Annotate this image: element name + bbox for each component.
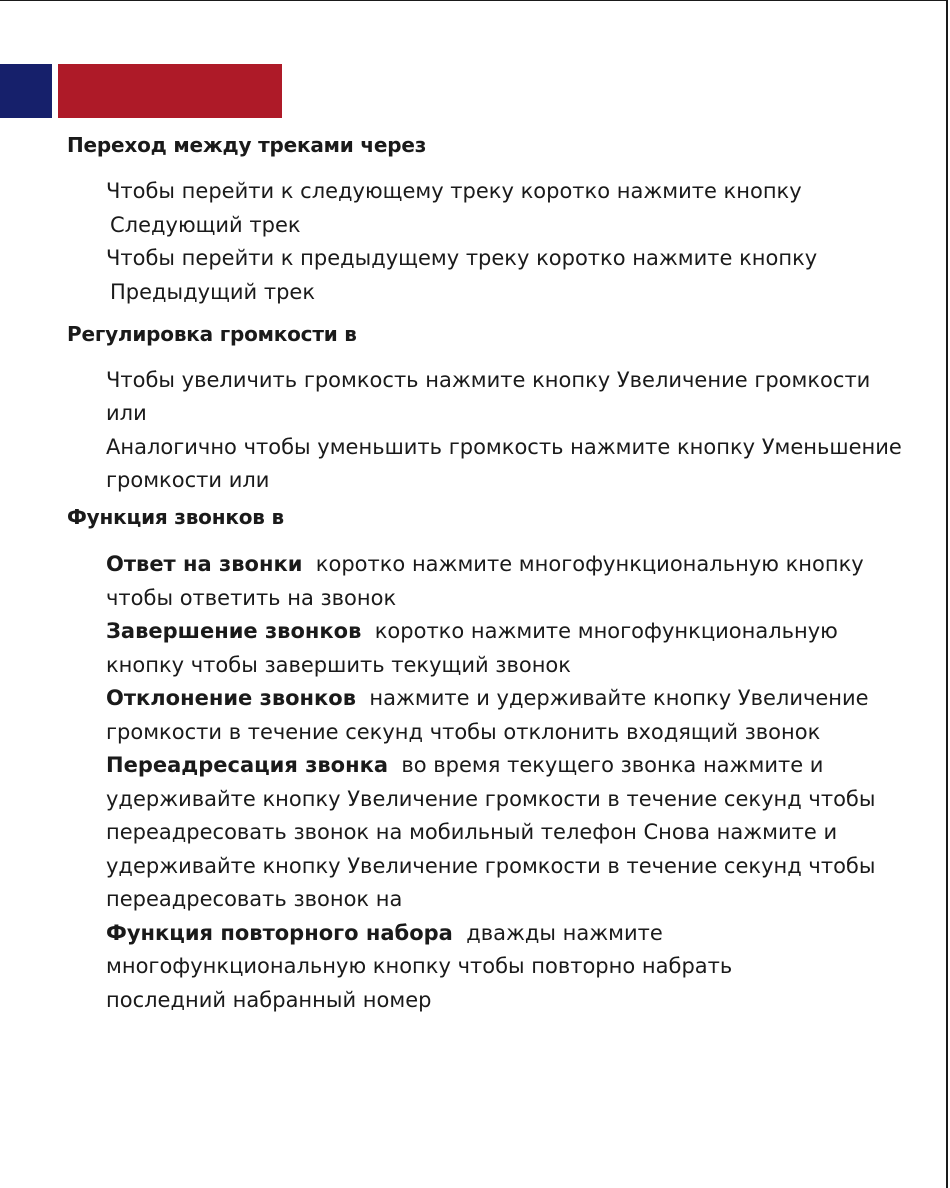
body-line: громкости или bbox=[106, 468, 270, 492]
call-item-text: дважды нажмите bbox=[466, 921, 663, 945]
body-line: последний набранный номер bbox=[106, 988, 432, 1012]
section-heading-volume: Регулировка громкости в bbox=[67, 322, 357, 346]
call-item-text: коротко нажмите многофункциональную bbox=[374, 619, 838, 643]
body-line: Чтобы увеличить громкость нажмите кнопку Увеличение громкости bbox=[106, 368, 871, 392]
call-item-term: Функция повторного набора bbox=[106, 921, 453, 945]
section-heading-calls: Функция звонков в bbox=[67, 505, 284, 529]
body-line: Чтобы перейти к следующему треку коротко нажмите кнопку bbox=[106, 179, 802, 203]
header-red-bar bbox=[58, 64, 282, 118]
call-item-term: Ответ на звонки bbox=[106, 552, 303, 576]
call-item-answer bbox=[106, 551, 864, 577]
body-line: кнопку чтобы завершить текущий звонок bbox=[106, 653, 571, 677]
page-border-top bbox=[0, 0, 948, 1]
section-heading-track-switching: Переход между треками через bbox=[67, 133, 427, 157]
body-line: удерживайте кнопку Увеличение громкости в течение секунд чтобы bbox=[106, 787, 876, 811]
body-line: многофункциональную кнопку чтобы повторно набрать bbox=[106, 954, 733, 978]
body-line: Следующий трек bbox=[110, 213, 301, 237]
call-item-redial bbox=[106, 920, 663, 946]
call-item-text: коротко нажмите многофункциональную кнопку bbox=[315, 552, 864, 576]
call-item-end bbox=[106, 618, 838, 644]
body-line: громкости в течение секунд чтобы отклонить входящий звонок bbox=[106, 720, 821, 744]
body-line: переадресовать звонок на мобильный телефон Снова нажмите и bbox=[106, 820, 838, 844]
call-item-transfer bbox=[106, 752, 823, 778]
body-line: или bbox=[106, 401, 147, 425]
body-line: удерживайте кнопку Увеличение громкости в течение секунд чтобы bbox=[106, 854, 876, 878]
call-item-term: Отклонение звонков bbox=[106, 686, 357, 710]
body-line: чтобы ответить на звонок bbox=[106, 586, 397, 610]
call-item-text: во время текущего звонка нажмите и bbox=[401, 753, 824, 777]
call-item-reject bbox=[106, 685, 869, 711]
body-line: переадресовать звонок на bbox=[106, 887, 403, 911]
body-line: Чтобы перейти к предыдущему треку коротко нажмите кнопку bbox=[106, 246, 818, 270]
call-item-term: Завершение звонков bbox=[106, 619, 362, 643]
page-border-right bbox=[946, 0, 948, 1188]
call-item-term: Переадресация звонка bbox=[106, 753, 389, 777]
header-blue-bar bbox=[0, 64, 52, 118]
body-line: Предыдущий трек bbox=[110, 280, 316, 304]
call-item-text: нажмите и удерживайте кнопку Увеличение bbox=[369, 686, 869, 710]
body-line: Аналогично чтобы уменьшить громкость нажмите кнопку Уменьшение bbox=[106, 435, 902, 459]
